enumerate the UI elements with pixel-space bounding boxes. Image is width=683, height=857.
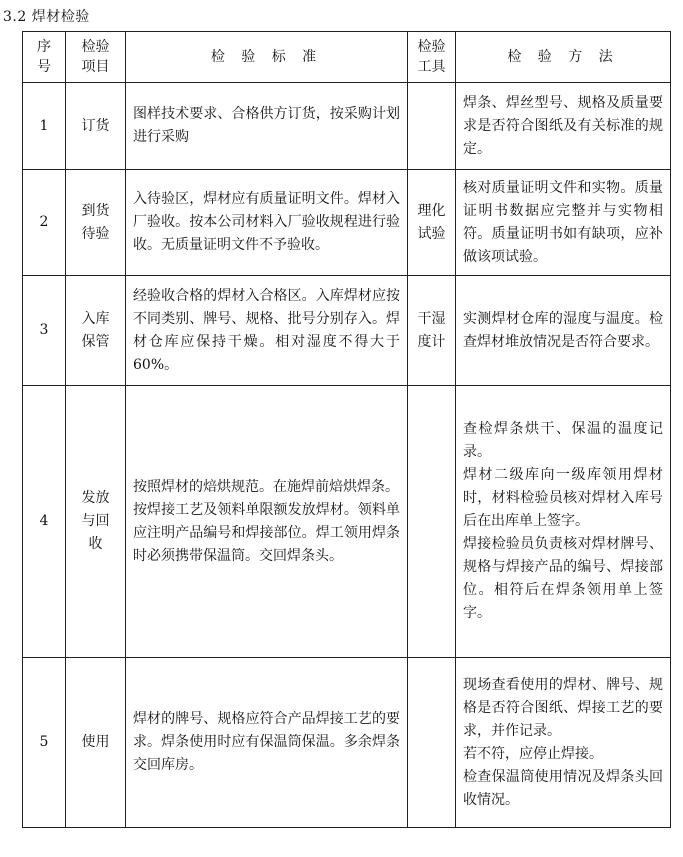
- header-no-line: 号: [37, 59, 51, 75]
- standard-paragraph: 图样技术要求、合格供方订货，按采购计划进行采购: [133, 106, 400, 145]
- standard-paragraph: 经验收合格的焊材入合格区。入库焊材应按不同类别、牌号、规格、批号分别存入。焊材仓库应保持干燥。相对湿度不得大于60%。: [133, 287, 400, 373]
- table-row: [23, 386, 671, 658]
- method-paragraph: 实测焊材仓库的湿度与温度。检查焊材堆放情况是否符合要求。: [463, 310, 663, 350]
- inspection-tool-line: 度计: [417, 333, 446, 350]
- row-number: 1: [23, 83, 66, 170]
- inspection-tool: [408, 276, 456, 386]
- header-standard-text: 检 验 标 准: [210, 49, 323, 65]
- section-title: 3.2 焊材检验: [3, 9, 90, 25]
- header-no: [23, 32, 66, 83]
- row-number: 4: [23, 386, 66, 658]
- inspection-tool: [408, 170, 456, 276]
- inspection-method: [456, 386, 671, 658]
- inspection-item: [66, 658, 126, 828]
- inspection-standard: [126, 658, 408, 828]
- header-item-line: 项目: [81, 59, 110, 75]
- header-no-line: 序: [37, 39, 51, 55]
- inspection-item-line: 收: [88, 536, 103, 552]
- method-paragraph: 查检焊条烘干、保温的温度记录。: [463, 421, 663, 460]
- inspection-method: [456, 170, 671, 276]
- header-item-line: 检验: [81, 39, 110, 55]
- inspection-item-line: 保管: [81, 333, 110, 350]
- inspection-method: [456, 658, 671, 828]
- standard-paragraph: 入待验区，焊材应有质量证明文件。焊材入厂验收。按本公司材料入厂验收规程进行验收。无质量证明文件不予验收。: [133, 191, 400, 253]
- inspection-tool: [408, 658, 456, 828]
- row-number: 5: [23, 658, 66, 828]
- method-paragraph: 若不符，应停止焊接。: [463, 745, 603, 762]
- inspection-item-line: 使用: [81, 734, 110, 750]
- inspection-tool-line: 试验: [417, 225, 446, 242]
- inspection-standard: [126, 170, 408, 276]
- method-paragraph: 核对质量证明文件和实物。质量证明书数据应完整并与实物相符。质量证明书如有缺项，应补做该项试验。: [463, 179, 663, 265]
- header-standard: [126, 32, 408, 83]
- table-row: [23, 170, 671, 276]
- standard-paragraph: 按照焊材的焙烘规范。在施焊前焙烘焊条。: [133, 478, 399, 495]
- header-tool-line: 检验: [417, 39, 446, 55]
- method-paragraph: 焊接检验员负责核对焊材牌号、规格与焊接产品的编号、焊接部位。相符后在焊条领用单上签字。: [463, 536, 663, 621]
- table-row: [23, 83, 671, 170]
- inspection-item-line: 到货: [81, 202, 110, 219]
- header-tool: [408, 32, 456, 83]
- header-item: [66, 32, 126, 83]
- inspection-tool-line: 干湿: [417, 310, 446, 327]
- inspection-item: [66, 276, 126, 386]
- method-paragraph: 焊条、焊丝型号、规格及质量要求是否符合图纸及有关标准的规定。: [463, 94, 663, 157]
- inspection-method: [456, 276, 671, 386]
- inspection-tool-line: 理化: [417, 202, 446, 219]
- method-paragraph: 现场查看使用的焊材、牌号、规格是否符合图纸、焊接工艺的要求，并作记录。: [463, 676, 663, 739]
- inspection-method: [456, 83, 671, 170]
- row-number: 2: [23, 170, 66, 276]
- inspection-tool: [408, 386, 456, 658]
- method-paragraph: 检查保温筒使用情况及焊条头回收情况。: [463, 768, 663, 808]
- header-method: [456, 32, 671, 83]
- table-row: [23, 276, 671, 386]
- header-tool-line: 工具: [417, 59, 446, 75]
- inspection-item-line: 待验: [81, 225, 110, 242]
- welding-material-inspection-table: [22, 31, 671, 828]
- inspection-item-line: 入库: [81, 310, 110, 327]
- method-paragraph: 焊材二级库向一级库领用焊材时，材料检验员核对焊材入库号后在出库单上签字。: [463, 467, 663, 529]
- standard-paragraph: 按焊接工艺及领料单限额发放焊材。领料单应注明产品编号和焊接部位。焊工领用焊条时必须携带保温筒。交回焊条头。: [133, 501, 400, 564]
- standard-paragraph: 焊材的牌号、规格应符合产品焊接工艺的要求。焊条使用时应有保温筒保温。多余焊条交回库房。: [133, 711, 400, 773]
- inspection-item-line: 发放: [81, 490, 110, 506]
- row-number: 3: [23, 276, 66, 386]
- inspection-standard: [126, 83, 408, 170]
- inspection-standard: [126, 386, 408, 658]
- header-method-text: 检 验 方 法: [507, 49, 619, 65]
- inspection-item: [66, 83, 126, 170]
- table-row: [23, 658, 671, 828]
- inspection-tool: [408, 83, 456, 170]
- inspection-item-line: 订货: [81, 117, 110, 134]
- inspection-item: [66, 170, 126, 276]
- inspection-item-line: 与回: [81, 513, 110, 529]
- table-header-row: [23, 32, 671, 83]
- inspection-standard: [126, 276, 408, 386]
- inspection-item: [66, 386, 126, 658]
